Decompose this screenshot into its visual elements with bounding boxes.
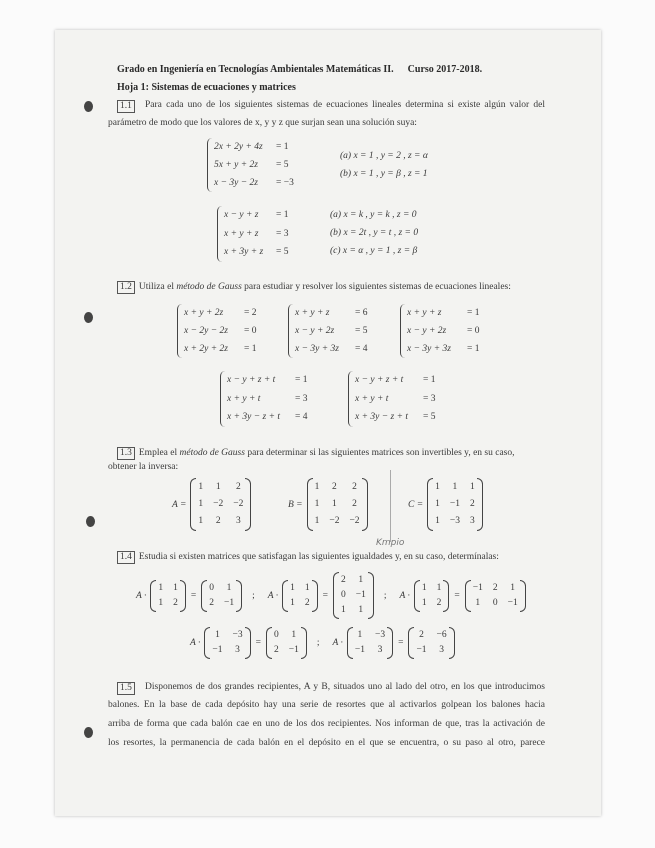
matrix-A [172,478,251,531]
matrix-cell: 1 [421,597,427,608]
left-brace-icon [217,206,222,262]
equation-rows [295,304,367,358]
matrix-cell: 1 [314,499,320,509]
matrix-equations-row [190,627,455,659]
text: Estudia si existen matrices que satisfagan las siguientes igualdades y, en su caso, determínalas: [138,552,499,562]
matrix-cell: −2 [233,499,244,509]
equation-lhs: x + 3y − z + t [227,412,281,422]
matrix-cell: 3 [235,516,241,526]
equation-row [295,304,367,322]
exercise-1-5-text: arriba de forma que cada balón cae en uno de los dos recipientes. Nos informan de que, tras la activación de [108,719,545,729]
matrix-entries [414,627,448,659]
matrix-cell: −1 [472,582,483,593]
right-paren [520,580,526,612]
punch-hole [84,727,93,738]
matrix [414,580,450,612]
matrix [307,478,368,531]
left-brace-icon [207,138,212,192]
matrix-label: C = [408,499,424,510]
matrix-cell: 1 [357,630,363,640]
matrix-cell: 1 [226,582,232,593]
right-paren [362,478,368,531]
equation-lhs: x + y + z [407,308,442,318]
matrix [201,580,242,612]
exercise-1-5-text: balones. En la base de cada depósito hay una serie de resortes que al activarlos golpean los balones hacia [108,700,545,710]
equation-rows [214,138,294,192]
matrix [150,580,186,612]
matrix-cell: 1 [341,605,346,615]
equation-rhs: = 5 [276,160,289,170]
exercise-number [117,682,139,695]
equation-rows [355,371,435,427]
matrix-entries [288,580,312,612]
equation-row [184,322,256,340]
header-row [117,64,482,75]
matrix [333,572,374,619]
exercise-1-2-heading [117,281,511,294]
equation-rhs: = 1 [423,375,436,385]
matrix-cell: 0 [273,630,279,640]
punch-hole [84,101,93,112]
matrix-cell: 1 [452,482,458,492]
matrix-cell: 1 [198,516,204,526]
matrix-entries [313,478,362,531]
pencil-mark [390,470,391,542]
exercise-1-1-text: parámetro de modo que los valores de x, y y z que surjan sean una solución suya: [108,118,417,128]
equation-row [355,390,435,409]
equation-rhs: = 1 [467,344,480,354]
equation-lhs: x + y + z [295,308,330,318]
matrix-equation [136,580,260,612]
equation-lhs: x − y + 2z [295,326,335,336]
equation-row [295,322,367,340]
equation-system [288,304,367,358]
matrix-cell: −1 [449,499,460,509]
equation-row [407,340,479,358]
matrix-cell: 0 [492,597,498,608]
exercise-1-1-text: Para cada uno de los siguientes sistemas de ecuaciones lineales determina si existe algún valor del [145,100,545,110]
matrix-cell: −1 [288,645,299,655]
text: Utiliza el [138,282,177,292]
equation-rhs: = −3 [276,178,294,188]
matrix-cell: −3 [232,630,243,640]
matrix [266,627,307,659]
matrix-cell: 1 [158,597,164,608]
text-emphasis: método de Gauss [176,282,242,292]
solution-option: (c) x = α , y = 1 , z = β [330,246,418,256]
matrix-cell: 1 [332,499,337,509]
punch-hole [84,312,93,323]
matrix-cell: −6 [436,630,447,640]
matrix-cell: 2 [419,630,424,640]
solution-option: (a) x = k , y = k , z = 0 [330,210,417,220]
right-paren [180,580,186,612]
matrix-cell: 2 [273,645,279,655]
matrix-equation [332,627,454,659]
equation-lhs: x + 3y − z + t [355,412,409,422]
equation-rhs: = 3 [295,393,308,404]
matrix-cell: −1 [507,597,518,608]
matrix [204,627,250,659]
exercise-number [117,100,139,113]
matrix-cell: 2 [436,597,442,608]
equation-lhs: x + 3y + z [224,247,264,257]
exercise-1-2-number: 1.2 [117,281,135,294]
matrix-cell: 2 [352,499,357,509]
equation-rhs: = 6 [355,308,368,318]
equation-row [184,304,256,322]
equation-row [224,243,288,262]
equation-row [407,304,479,322]
matrix-cell: 1 [290,597,295,608]
handwritten-note: Kmpio [376,538,405,548]
course-title: Grado en Ingeniería en Tecnologías Ambientales Matemáticas II. [117,64,394,75]
matrix-cell: 2 [352,482,357,492]
matrix-cell: 2 [492,582,498,593]
equation-system [400,304,479,358]
solution-options [330,206,418,260]
equation-rhs: = 1 [295,375,308,385]
matrix-equation [400,580,526,612]
matrix-A-label: A · [136,590,147,601]
equation-rhs: = 4 [355,344,368,354]
matrix [408,627,454,659]
equation-system [220,371,307,427]
left-brace-icon [400,304,405,358]
equation-lhs: x − y + z + t [355,375,404,385]
matrix-cell: 1 [435,516,440,526]
right-paren [245,478,251,531]
equation-rows [184,304,256,358]
equation-rhs: = 5 [355,326,368,336]
matrix-entries [353,627,387,659]
equation-row [184,340,256,358]
left-brace-icon [177,304,182,358]
equation-row [224,225,288,244]
matrix-cell: 2 [304,597,310,608]
matrix-cell: 2 [173,597,178,608]
exercise-1-5-number: 1.5 [117,682,135,695]
equation-lhs: x + y + 2z [184,308,224,318]
text: para determinar si las siguientes matrices son invertibles y, en su caso, [244,448,515,458]
matrix-cell: 3 [439,645,444,655]
exercise-1-3-number: 1.3 [117,447,135,460]
matrix-A-label: A · [332,638,343,648]
matrix-equation [190,627,324,659]
right-paren [245,627,251,659]
matrix-cell: 1 [158,582,164,593]
matrix-label: B = [288,499,303,510]
matrix-cell: 0 [209,582,214,593]
equation-rhs: = 5 [276,247,289,257]
equation-row [214,174,294,192]
matrix-cell: 2 [215,516,221,526]
matrix-C [408,478,483,531]
equation-rows [407,304,479,358]
matrix [190,478,251,531]
right-paren [301,627,307,659]
solution-options [340,147,428,183]
solution-option: (b) x = 1 , y = β , z = 1 [340,169,428,179]
matrix-cell: 0 [341,590,346,600]
matrix-entries [433,478,477,531]
matrix-cell: 1 [304,582,310,593]
equation-row [214,138,294,156]
matrix-cell: 1 [475,597,481,608]
matrix [465,580,526,612]
equation-rhs: = 3 [276,228,289,239]
matrix-cell: 1 [290,582,295,593]
matrix-cell: 3 [377,645,383,655]
matrix-cell: 1 [314,482,320,492]
equation-rhs: = 1 [244,344,257,354]
matrix-cell: −3 [449,516,460,526]
equation-rhs: = 1 [467,308,480,318]
matrix-B [288,478,368,531]
matrix-cell: 2 [235,482,241,492]
separator: ; [252,590,255,601]
matrix-cell: 2 [209,597,214,608]
equation-rhs: = 4 [295,412,308,422]
matrix-cell: 1 [173,582,178,593]
solution-option: (b) x = 2t , y = t , z = 0 [330,228,419,238]
matrix-A-label: A · [399,590,410,601]
matrix-entries [339,572,368,619]
matrix-entries [420,580,444,612]
matrix-cell: −1 [416,645,427,655]
matrix-entries [471,580,520,612]
matrix-cell: 3 [469,516,475,526]
equation-lhs: x + y + t [227,393,261,404]
exercise-1-5-text: los resortes, la permanencia de cada balón en el depósito en el que se encuentra, o su paso al otro, parece [108,738,545,748]
matrix-cell: −1 [212,645,223,655]
matrix-entries [272,627,301,659]
equation-rhs: = 2 [244,308,257,318]
matrix [347,627,393,659]
matrix-A-label: A · [267,590,279,601]
matrix-cell: −1 [355,590,366,600]
equation-system [177,304,256,358]
equation-lhs: x + y + t [355,393,389,404]
matrix-cell: 1 [198,499,204,509]
matrix-cell: 1 [198,482,204,492]
matrix-label: A = [172,499,187,510]
matrix-entries [156,580,180,612]
exercise-1-3-heading [117,447,514,460]
right-paren [387,627,393,659]
equals-sign: = [255,638,261,648]
equation-row [407,322,479,340]
equals-sign: = [454,590,460,601]
right-paren [443,580,449,612]
matrix-cell: −3 [374,630,386,640]
equation-rhs: = 0 [244,326,257,336]
matrix-cell: 1 [435,499,440,509]
equation-lhs: x − 3y + 3z [295,344,339,354]
matrix-cell: 3 [235,645,240,655]
right-paren [449,627,455,659]
left-brace-icon [348,371,353,427]
equation-rhs: = 1 [276,142,289,152]
matrix-cell: 1 [358,575,364,585]
matrix [427,478,483,531]
equation-lhs: x − y + z + t [227,375,276,385]
equation-lhs: 2x + 2y + 4z [214,142,263,152]
equation-rhs: = 3 [423,393,436,404]
matrix-entries [210,627,244,659]
equation-lhs: x + y + z [224,228,259,239]
matrix-entries [207,580,236,612]
equation-lhs: x − 3y − 2z [214,178,258,188]
equation-row [227,371,307,390]
equals-sign: = [398,638,404,648]
matrix-A-label: A · [190,638,201,648]
equation-lhs: x − y + 2z [407,326,447,336]
equation-lhs: 5x + y + 2z [214,160,258,170]
equals-sign: = [190,590,197,601]
matrix-cell: 1 [436,582,442,593]
punch-hole [86,516,95,527]
right-paren [312,580,318,612]
matrix-cell: 1 [435,482,440,492]
sheet-title: Hoja 1: Sistemas de ecuaciones y matrices [117,82,296,93]
equation-row [355,408,435,427]
equation-rhs: = 0 [467,326,480,336]
matrix-cell: 1 [469,482,475,492]
separator: ; [316,638,320,648]
equation-rows [224,206,288,262]
equation-system [217,206,288,262]
matrix-cell: 1 [421,582,427,593]
equation-rhs: = 5 [423,412,436,422]
matrix-cell: 1 [314,516,320,526]
matrix-equations-row [136,572,526,619]
right-paren [236,580,242,612]
equation-row [355,371,435,390]
right-paren [477,478,483,531]
matrix-equation [268,572,392,619]
matrix-cell: 1 [510,582,516,593]
matrix-cell: 2 [469,499,475,509]
matrix-cell: −1 [354,645,365,655]
scanned-page [55,30,601,816]
exercise-1-3-text: obtener la inversa: [108,462,179,472]
equation-lhs: x + 2y + 2z [184,344,228,354]
exercise-1-4-number: 1.4 [117,551,135,564]
equation-row [227,408,307,427]
equation-system [348,371,435,427]
matrix-cell: −2 [329,516,340,526]
exercise-1-5-text: Disponemos de dos grandes recipientes, A y B, situados uno al lado del otro, en los que introducimos [145,682,545,692]
text-emphasis: método de Gauss [179,448,245,458]
course-year: Curso 2017-2018. [407,64,483,75]
text: para estudiar y resolver los siguientes sistemas de ecuaciones lineales: [241,282,511,292]
exercise-1-4-heading [117,551,499,564]
equation-row [224,206,288,225]
matrix-cell: 1 [215,482,221,492]
equation-system [207,138,294,192]
equation-row [295,340,367,358]
matrix-entries [196,478,245,531]
matrix-cell: −1 [224,597,235,608]
equals-sign: = [322,590,328,601]
matrix-cell: 2 [341,575,346,585]
equation-rhs: = 1 [276,210,289,220]
matrix-cell: 1 [291,630,297,640]
exercise-1-1-number: 1.1 [117,100,135,113]
matrix-cell: −2 [349,516,360,526]
equation-row [227,390,307,409]
matrix-cell: 1 [215,630,220,640]
equation-rows [227,371,307,427]
equation-lhs: x − 3y + 3z [407,344,451,354]
matrix-cell: 1 [358,605,364,615]
separator: ; [383,590,387,601]
solution-option: (a) x = 1 , y = 2 , z = α [340,151,428,161]
left-brace-icon [288,304,293,358]
matrix-cell: −2 [213,499,224,509]
equation-row [214,156,294,174]
right-paren [368,572,374,619]
text: Emplea el [138,448,180,458]
left-brace-icon [220,371,225,427]
matrix [282,580,318,612]
equation-lhs: x − 2y − 2z [184,326,228,336]
matrix-cell: 2 [332,482,337,492]
equation-lhs: x − y + z [224,210,259,220]
